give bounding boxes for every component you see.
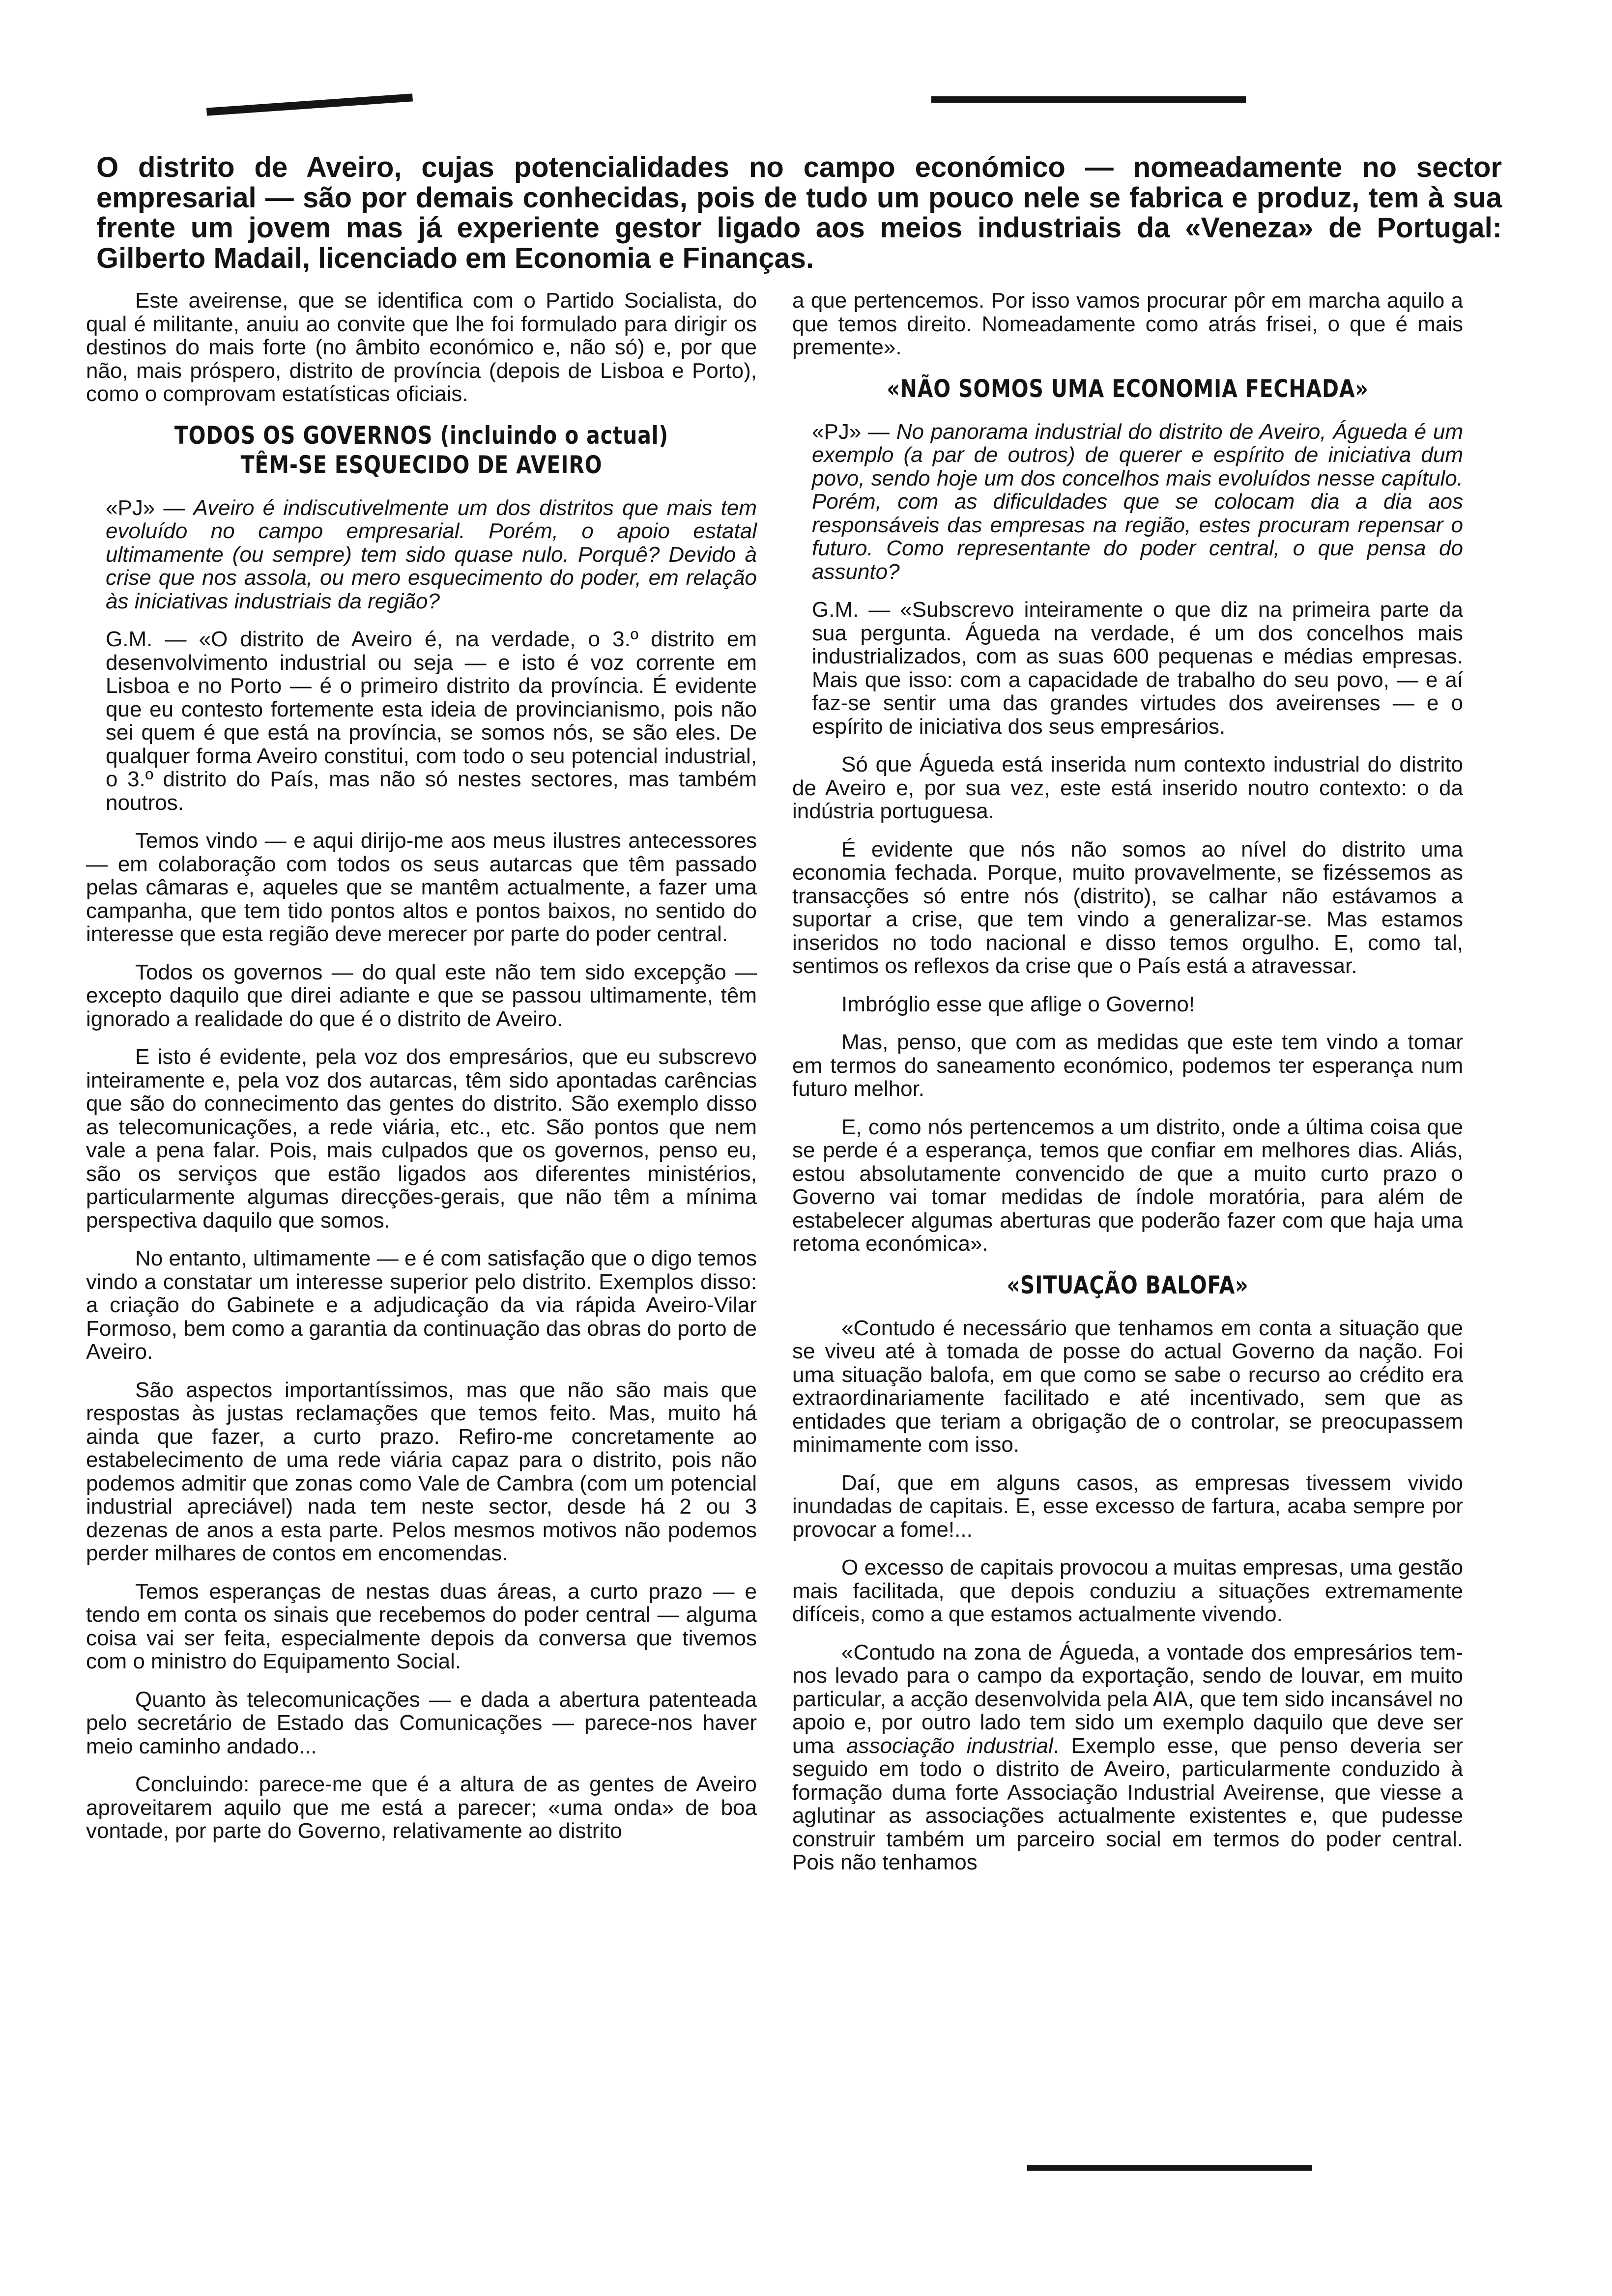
right-paragraph-5: Imbróglio esse que aflige o Governo! bbox=[841, 992, 1195, 1016]
right-heading-2 bbox=[853, 1270, 1403, 1300]
right-paragraph-10: O excesso de capitais provocou a muitas empresas, uma gestão mais facilitada, que depois conduziu a situações extremamente difíceis, como a que estamos actualmente vivendo. bbox=[792, 1555, 1463, 1626]
left-question bbox=[86, 496, 757, 613]
top-right-rule bbox=[931, 96, 1246, 103]
left-heading-line-2: TÊM-SE ESQUECIDO DE AVEIRO bbox=[240, 450, 603, 479]
right-paragraph-9: Daí, que em alguns casos, as empresas tivessem vivido inundadas de capitais. E, esse excesso de fartura, acaba sempre por provocar a fome!... bbox=[792, 1470, 1463, 1542]
left-paragraph-6: No entanto, ultimamente — e é com satisfação que o digo temos vindo a constatar um interesse superior pelo distrito. Exemplos disso: a criação do Gabinete e a adjudicação da via rápida Aveiro-Vilar Formoso, bem como a garantia da continuação das obras do porto de Aveiro. bbox=[86, 1246, 757, 1364]
right-heading-1-text: «NÃO SOMOS UMA ECONOMIA FECHADA» bbox=[887, 374, 1369, 403]
question-label: «PJ» — bbox=[812, 419, 890, 444]
left-heading-line-1: TODOS OS GOVERNOS (incluindo o actual) bbox=[174, 421, 669, 450]
right-paragraph-7: E, como nós pertencemos a um distrito, onde a última coisa que se perde é a esperança, temos que confiar em melhores dias. Aliás, estou absolutamente convencido de que a muito curto prazo o Governo vai tomar medidas de índole moratória, para além de estabelecer algumas aberturas que poderão fazer com que haja uma retoma económica». bbox=[792, 1115, 1463, 1256]
right-paragraph-11 bbox=[792, 1641, 1463, 1874]
left-paragraph-3: Temos vindo — e aqui dirijo-me aos meus ilustres antecessores — em colaboração com todos os seus autarcas que têm passado pelas câmaras e, aqueles que se mantêm actualmente, a fazer uma campanha, que tem tido pontos altos e pontos baixos, no sentido do interesse que esta região deve merecer por parte do poder central. bbox=[86, 829, 757, 946]
left-heading bbox=[146, 421, 696, 480]
right-paragraph-4: É evidente que nós não somos ao nível do distrito uma economia fechada. Porque, muito provavelmente, se fizéssemos as transacções só entre nós (distrito), se calhar não estávamos a suportar a crise, que tem vindo a generalizar-se. Mas estamos inseridos no todo nacional e disso temos orgulho. E, como tal, sentimos os reflexos da crise que o País está a atravessar. bbox=[792, 837, 1463, 978]
paragraph-11-part-b: . Exemplo esse, que penso deveria ser seguido em todo o distrito de Aveiro, particularmente conduzido à formação duma forte Associação Industrial Aveirense, que viesse a aglutinar as associações actualmente existentes e, que pudesse construir também um parceiro social em termos do poder central. Pois não tenhamos bbox=[792, 1733, 1463, 1874]
left-paragraph-5: E isto é evidente, pela voz dos empresários, que eu subscrevo inteiramente e, pela voz dos autarcas, têm sido apontadas carências que são do connecimento das gentes do distrito. São exemplo disso as telecomunicações, a rede viária, etc., etc. São pontos que nem vale a pena falar. Pois, mais culpados que os governos, penso eu, são os serviços que estão ligados aos diferentes ministérios, particularmente algumas direcções-gerais, que não têm a mínima perspectiva daquilo que somos. bbox=[86, 1045, 757, 1233]
paragraph-11-part-a: «Contudo na zona de Águeda, a vontade dos empresários tem-nos levado para o campo da exportação, sendo de louvar, em muito particular, a acção desenvolvida pela AIA, que tem sido incansável no apoio e, por outro lado tem sido um exemplo daquilo que deve ser uma bbox=[792, 1640, 1463, 1758]
bottom-rule bbox=[1027, 2165, 1312, 2171]
left-paragraph-2: G.M. — «O distrito de Aveiro é, na verdade, o 3.º distrito em desenvolvimento industrial ou seja — e isto é voz corrente em Lisboa e no Porto — é o primeiro distrito da província. É evidente que eu contesto fortemente esta ideia de provincianismo, pois não sei quem é que está na província, se somos nós, se são eles. De qualquer forma Aveiro constitui, com todo o seu potencial industrial, o 3.º distrito do País, mas não só nestes sectores, mas também noutros. bbox=[106, 627, 757, 815]
right-paragraph-6: Mas, penso, que com as medidas que este tem vindo a tomar em termos do saneamento económico, podemos ter esperança num futuro melhor. bbox=[792, 1030, 1463, 1101]
left-paragraph-4: Todos os governos — do qual este não tem sido excepção — excepto daquilo que direi adiante e que se passou ultimamente, têm ignorado a realidade do que é o distrito de Aveiro. bbox=[86, 960, 757, 1031]
right-paragraph-2: G.M. — «Subscrevo inteiramente o que diz na primeira parte da sua pergunta. Águeda na verdade, é um dos concelhos mais industrializados, com as suas 600 pequenas e médias empresas. Mais que isso: com a capacidade de trabalho do seu povo, — e aí faz-se sentir uma das grandes virtudes dos aveirenses — e o espírito de iniciativa dos seus empresários. bbox=[812, 598, 1463, 739]
intro-lead bbox=[96, 152, 1502, 273]
left-paragraph-1: Este aveirense, que se identifica com o Partido Socialista, do qual é militante, anuiu ao convite que lhe foi formulado para dirigir os destinos do mais forte (no âmbito económico e, não só) e, por que não, mais próspero, distrito de província (depois de Lisboa e Porto), como o comprovam estatísticas oficiais. bbox=[86, 288, 757, 406]
left-paragraph-8: Temos esperanças de nestas duas áreas, a curto prazo — e tendo em conta os sinais que recebemos do poder central — alguma coisa vai ser feita, especialmente depois da conversa que tivemos com o ministro do Equipamento Social. bbox=[86, 1579, 757, 1673]
left-column bbox=[86, 289, 757, 1858]
question-label: «PJ» — bbox=[106, 495, 185, 520]
paragraph-11-italic: associação industrial bbox=[846, 1733, 1053, 1758]
right-paragraph-1: a que pertencemos. Por isso vamos procurar pôr em marcha aquilo a que temos direito. Nomeadamente como atrás frisei, o que é mais premente». bbox=[792, 288, 1463, 359]
question-text: Aveiro é indiscutivelmente um dos distritos que mais tem evoluído no campo empresarial. Porém, o apoio estatal ultimamente (ou sempre) tem sido quase nulo. Porquê? Devido à crise que nos assola, ou mero esquecimento do poder, em relação às iniciativas industriais da região? bbox=[106, 495, 757, 613]
intro-paragraph: O distrito de Aveiro, cujas potencialidades no campo económico — nomeadamente no sector empresarial — são por demais conhecidas, pois de tudo um pouco nele se fabrica e produz, tem à sua frente um jovem mas já experiente gestor ligado aos meios industriais da «Veneza» de Portugal: Gilberto Madail, licenciado em Economia e Finanças. bbox=[96, 151, 1502, 274]
right-paragraph-3: Só que Águeda está inserida num contexto industrial do distrito de Aveiro e, por sua vez, este está inserido noutro contexto: o da indústria portuguesa. bbox=[792, 752, 1463, 823]
left-paragraph-10: Concluindo: parece-me que é a altura de as gentes de Aveiro aproveitarem aquilo que me está a parecer; «uma onda» de boa vontade, por parte do Governo, relativamente ao distrito bbox=[86, 1772, 757, 1843]
right-heading-2-text: «SITUAÇÃO BALOFA» bbox=[1007, 1270, 1249, 1299]
right-question bbox=[792, 420, 1463, 584]
right-paragraph-8: «Contudo é necessário que tenhamos em conta a situação que se viveu até à tomada de posse do actual Governo da nação. Foi uma situação balofa, em que como se sabe o recurso ao crédito era extraordinariamente facilitado e até incentivado, sem que as entidades que teriam a obrigação de o controlar, se preocupassem minimamente com isso. bbox=[792, 1316, 1463, 1457]
right-heading-1 bbox=[853, 374, 1403, 403]
top-left-rule bbox=[206, 93, 413, 115]
left-paragraph-9: Quanto às telecomunicações — e dada a abertura patenteada pelo secretário de Estado das Comunicações — parece-nos haver meio caminho andado... bbox=[86, 1687, 757, 1758]
left-paragraph-7: São aspectos importantíssimos, mas que não são mais que respostas às justas reclamações que temos feito. Mas, muito há ainda que fazer, a curto prazo. Refiro-me concretamente ao estabelecimento de uma rede viária capaz para o distrito, pois não podemos admitir que zonas como Vale de Cambra (com um potencial industrial apreciável) nada tem neste sector, desde há 2 ou 3 dezenas de anos a esta parte. Pelos mesmos motivos não podemos perder milhares de contos em encomendas. bbox=[86, 1378, 757, 1565]
question-text: No panorama industrial do distrito de Aveiro, Águeda é um exemplo (a par de outros) de querer e espírito de iniciativa dum povo, sendo hoje um dos concelhos mais evoluídos nesse capítulo. Porém, com as dificuldades que se colocam dia a dia aos responsáveis das empresas na região, estes procuram repensar o futuro. Como representante do poder central, o que pensa do assunto? bbox=[812, 419, 1463, 584]
right-column bbox=[792, 289, 1463, 1889]
